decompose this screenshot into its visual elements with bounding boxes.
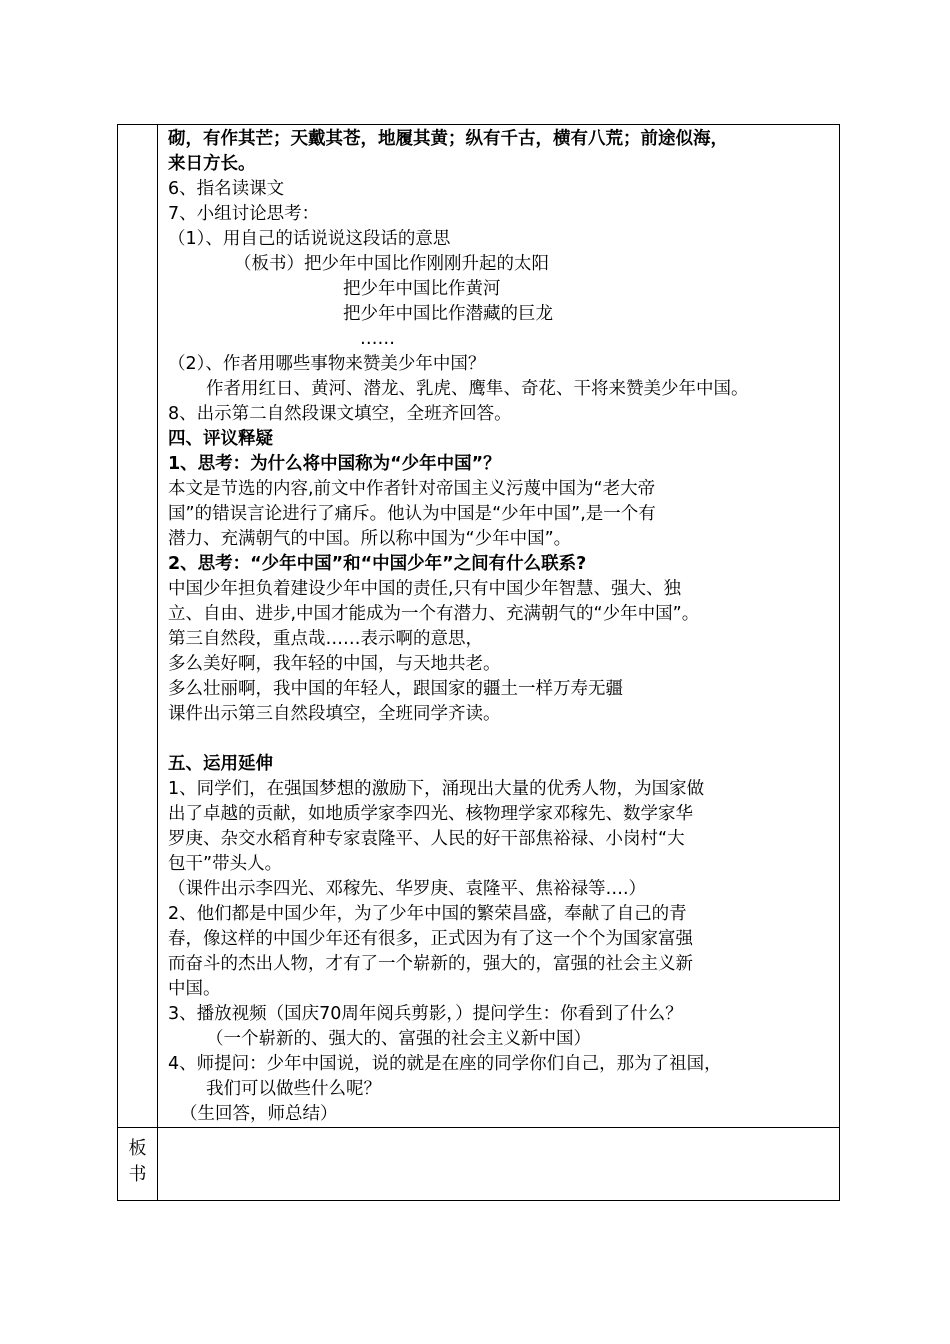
text-line: 作者用红日、黄河、潜龙、乳虎、鹰隼、奇花、干将来赞美少年中国。 [206, 379, 749, 399]
text-line: 本文是节选的内容,前文中作者针对帝国主义污蔑中国为“老大帝 [168, 479, 656, 499]
text-line: （2）、作者用哪些事物来赞美少年中国？ [168, 354, 486, 374]
heading-line: 2、思考：“少年中国”和“中国少年”之间有什么联系? [168, 554, 587, 574]
board-label-cell [118, 1128, 158, 1201]
text-line: 7、小组讨论思考： [168, 204, 320, 224]
text-line: 罗庚、杂交水稻育种专家袁隆平、人民的好干部焦裕禄、小岗村“大 [168, 829, 685, 849]
text-line [168, 727, 831, 752]
board-row [118, 1128, 840, 1201]
text-line: 中国。 [168, 979, 221, 999]
text-line: …… [360, 329, 395, 349]
text-line: 多么美好啊，我年轻的中国，与天地共老。 [168, 654, 501, 674]
text-line: 春，像这样的中国少年还有很多，正式因为有了这一个个为国家富强 [168, 929, 693, 949]
text-line: （一个崭新的、强大的、富强的社会主义新中国） [206, 1029, 591, 1049]
left-empty-cell [118, 125, 158, 1128]
text-line: 而奋斗的杰出人物，才有了一个崭新的，强大的，富强的社会主义新 [168, 954, 693, 974]
lesson-plan-table [117, 124, 840, 1201]
heading-line: 五、运用延伸 [168, 754, 273, 774]
board-label-char: 板 [128, 1138, 147, 1159]
text-line: 8、出示第二自然段课文填空，全班齐回答。 [168, 404, 512, 424]
heading-line: 1、思考：为什么将中国称为“少年中国”？ [168, 454, 501, 474]
board-label-char: 书 [128, 1164, 147, 1185]
text-line: 第三自然段，重点哉……表示啊的意思， [168, 629, 483, 649]
text-line: 立、自由、进步,中国才能成为一个有潜力、充满朝气的“少年中国”。 [168, 604, 700, 624]
text-line: 包干”带头人。 [168, 854, 283, 874]
text-line: （板书）把少年中国比作刚刚升起的太阳 [234, 254, 549, 274]
text-line: 国”的错误言论进行了痛斥。他认为中国是“少年中国”,是一个有 [168, 504, 656, 524]
text-line: 中国少年担负着建设少年中国的责任,只有中国少年智慧、强大、独 [168, 579, 682, 599]
text-line: 出了卓越的贡献，如地质学家李四光、核物理学家邓稼先、数学家华 [168, 804, 693, 824]
content-row [118, 125, 840, 1128]
text-line: （课件出示李四光、邓稼先、华罗庚、袁隆平、焦裕禄等….） [168, 879, 647, 899]
text-line: 2、他们都是中国少年，为了少年中国的繁荣昌盛，奉献了自己的青 [168, 904, 687, 924]
text-line: 4、师提问：少年中国说，说的就是在座的同学你们自己，那为了祖国， [168, 1054, 722, 1074]
heading-line: 来日方长。 [168, 154, 256, 174]
text-line: 把少年中国比作黄河 [343, 279, 501, 299]
text-line: 6、指名读课文 [168, 179, 285, 199]
text-line: 课件出示第三自然段填空，全班同学齐读。 [168, 704, 501, 724]
text-line: （1）、用自己的话说说这段话的意思 [168, 229, 451, 249]
text-line: 1、同学们，在强国梦想的激励下，涌现出大量的优秀人物，为国家做 [168, 779, 705, 799]
text-line: 多么壮丽啊，我中国的年轻人，跟国家的疆土一样万寿无疆 [168, 679, 623, 699]
heading-line: 四、评议释疑 [168, 429, 273, 449]
heading-line: 砌，有作其芒；天戴其苍，地履其黄；纵有千古，横有八荒；前途似海， [168, 129, 728, 149]
content-cell [158, 125, 840, 1128]
text-line: 潜力、充满朝气的中国。所以称中国为“少年中国”。 [168, 529, 572, 549]
text-line: 3、播放视频（国庆70周年阅兵剪影，）提问学生：你看到了什么？ [168, 1004, 683, 1024]
board-content-cell [158, 1128, 840, 1201]
text-line: （生回答，师总结） [180, 1104, 338, 1124]
text-line: 我们可以做些什么呢？ [206, 1079, 381, 1099]
text-line: 把少年中国比作潜藏的巨龙 [343, 304, 553, 324]
